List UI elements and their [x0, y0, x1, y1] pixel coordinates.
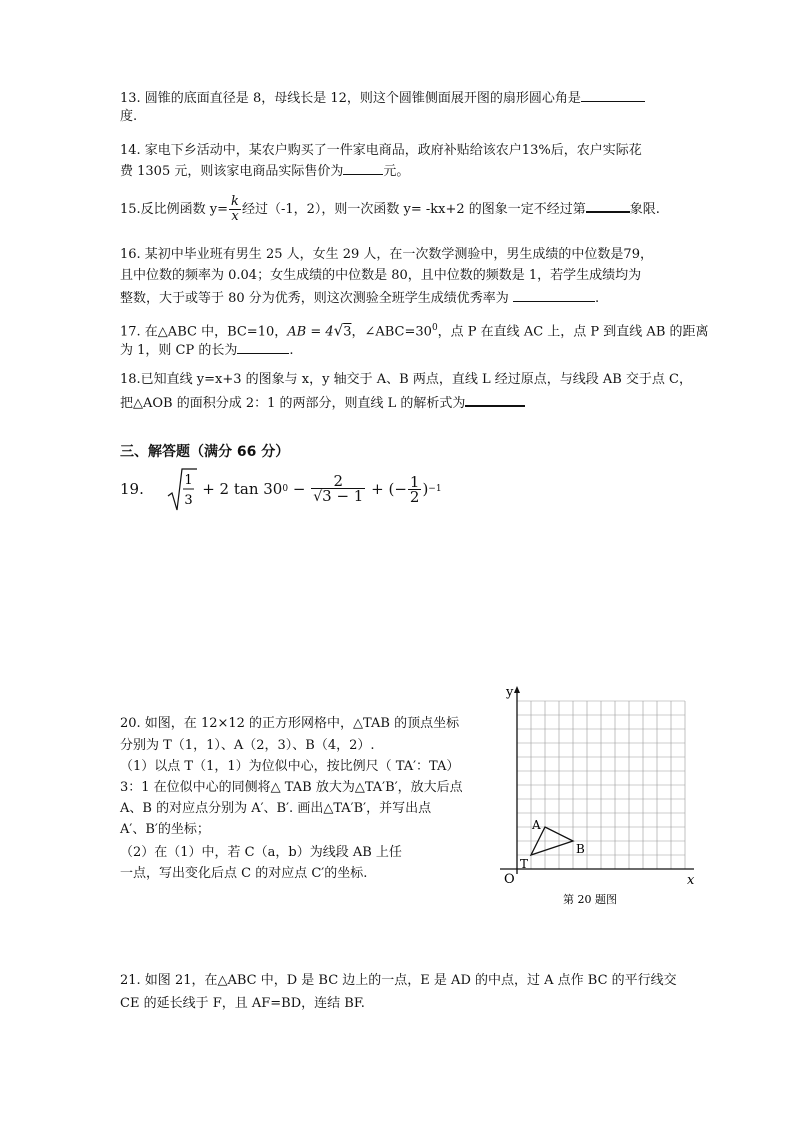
- q16-line2: 且中位数的频率为 0.04；女生成绩的中位数是 80，且中位数的频数是 1，若学生成绩均为: [120, 268, 642, 283]
- sqrt-fraction: [167, 466, 197, 512]
- svg-text:T: T: [520, 857, 529, 871]
- q17-line2: 为 1，则 CP 的长为 .: [120, 343, 294, 358]
- sqrt-icon: √: [333, 321, 344, 340]
- q18-line2: 把△AOB 的面积分成 2：1 的两部分，则直线 L 的解析式为: [120, 393, 525, 412]
- q20-line1: 20. 如图，在 12×12 的正方形网格中，△TAB 的顶点坐标: [120, 716, 460, 731]
- q20-line3: （1）以点 T（1，1）为位似中心，按比例尺（ TA′：TA）: [120, 759, 460, 774]
- svg-text:1: 1: [184, 473, 194, 488]
- q21-line2: CE 的延长线于 F，且 AF=BD，连结 BF.: [120, 996, 365, 1011]
- svg-text:B: B: [576, 842, 585, 856]
- q14-line2: 费 1305 元，则该家电商品实际售价为 元。: [120, 164, 410, 179]
- q16-line3: 整数，大于或等于 80 分为优秀，则这次测验全班学生成绩优秀率为 .: [120, 291, 600, 306]
- sqrt-icon: √: [313, 489, 323, 505]
- y-axis-arrow-icon: [514, 686, 520, 693]
- q15-line: 15.反比例函数 y= $\frac{k}{x}$ 经过（-1，2），则一次函数 y= -kx+2 的图象一定不经过第 象限.: [120, 194, 660, 224]
- q20-line8: 一点，写出变化后点 C 的对应点 C′的坐标.: [120, 866, 368, 881]
- answer-blank[interactable]: [586, 199, 630, 213]
- svg-text:A: A: [532, 818, 541, 832]
- answer-blank[interactable]: [581, 89, 645, 102]
- grid-lines: [517, 701, 685, 869]
- q20-line4: 3：1 在位似中心的同侧将△ TAB 放大为△TA′B′，放大后点: [120, 780, 463, 795]
- q16-line1: 16. 某初中毕业班有男生 25 人，女生 29 人，在一次数学测验中，男生成绩的中位数是79，: [120, 247, 653, 262]
- section-title: 三、解答题（满分 66 分）: [120, 444, 290, 460]
- svg-text:第 20 题图: 第 20 题图: [563, 893, 617, 906]
- answer-blank[interactable]: [465, 393, 525, 407]
- svg-text:O: O: [504, 872, 515, 887]
- coordinate-grid: [490, 680, 705, 910]
- fraction-2-over-sqrt3-minus-1: $\frac{2}{√3 - 1}$: [313, 472, 364, 505]
- svg-text:x: x: [687, 873, 695, 888]
- q20-line5: A、B 的对应点分别为 A′、B′. 画出△TA′B′，并写出点: [120, 801, 432, 816]
- q13-line2: 度.: [120, 109, 138, 124]
- fraction-1-over-2: $\frac{1}{2}$: [409, 472, 420, 506]
- q14-line1: 14. 家电下乡活动中，某农户购买了一件家电商品，政府补贴给该农户13%后，农户实际花: [120, 143, 642, 158]
- q20-line2: 分别为 T（1，1）、A（2，3）、B（4，2）.: [120, 738, 375, 753]
- answer-blank[interactable]: [237, 341, 289, 354]
- answer-blank[interactable]: [513, 289, 595, 302]
- fraction-k-over-x: $\frac{k}{x}$: [231, 194, 239, 224]
- sqrt-icon: [167, 466, 197, 512]
- svg-text:3: 3: [184, 493, 194, 508]
- q18-line1: 18.已知直线 y=x+3 的图象与 x，y 轴交于 A、B 两点，直线 L 经过原点，与线段 AB 交于点 C，: [120, 372, 693, 387]
- q17-line1: 17. 在△ABC 中，BC=10，AB = 4√3，$\angle ABC=30^0$，点 P 在直线 AC 上，点 P 到直线 AB 的距离: [120, 321, 709, 340]
- q21-line1: 21. 如图 21，在△ABC 中，D 是 BC 边上的一点，E 是 AD 的中点，过 A 点作 BC 的平行线交: [120, 973, 677, 988]
- q20-figure: [490, 680, 705, 914]
- q19-expression: 19. 1 3 + 2 tan 300 − $\frac{2}{√3 - 1}$ + (− $\frac{1}{2}$ )−1: [120, 466, 442, 516]
- svg-text:y: y: [506, 685, 514, 700]
- answer-blank[interactable]: [343, 162, 383, 175]
- q20-line6: A′、B′的坐标；: [120, 822, 210, 837]
- q13-line1: 13. 圆锥的底面直径是 8，母线长是 12，则这个圆锥侧面展开图的扇形圆心角是: [120, 89, 645, 107]
- q20-line7: （2）在（1）中，若 C（a，b）为线段 AB 上任: [120, 845, 402, 860]
